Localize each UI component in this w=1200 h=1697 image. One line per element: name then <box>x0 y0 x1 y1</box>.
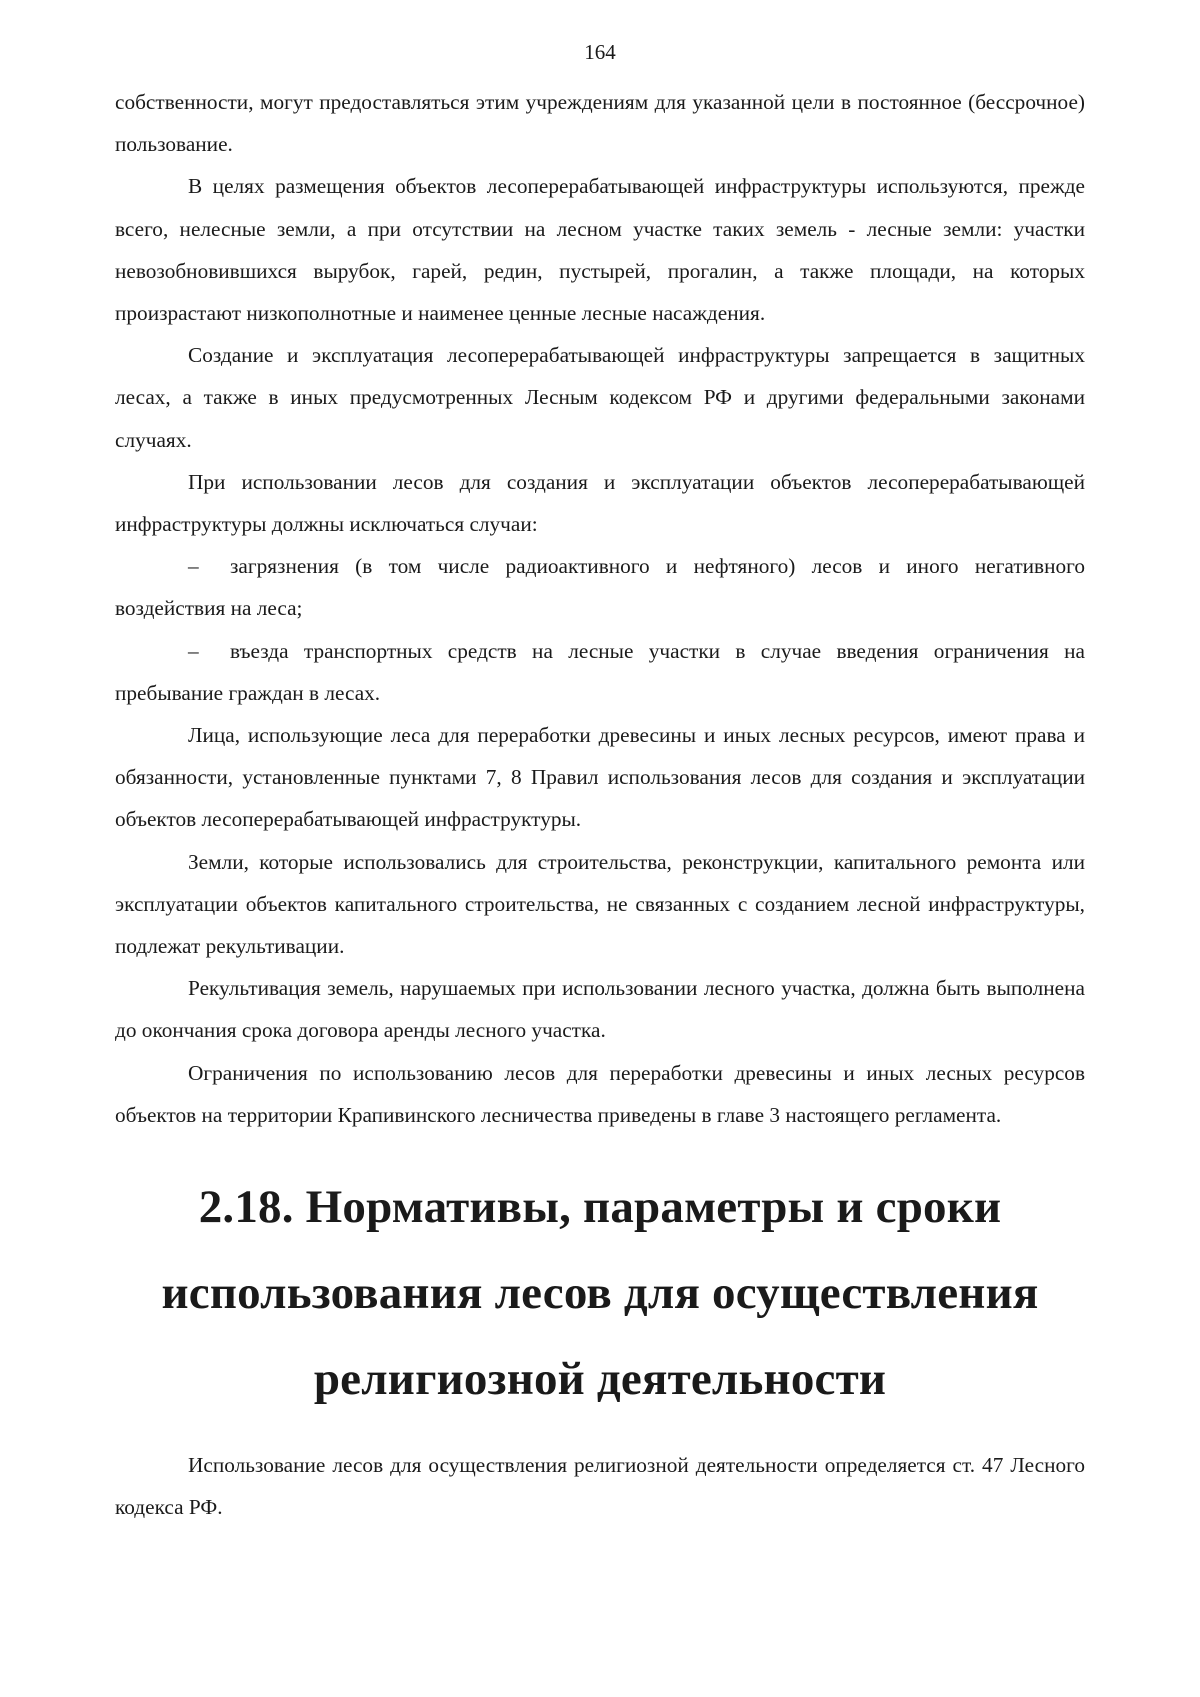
list-item-vehicles <box>115 630 1085 714</box>
paragraph-religious-use: Использование лесов для осуществления религиозной деятельности определяется ст. 47 Лесного кодекса РФ. <box>115 1453 1085 1520</box>
section-heading-line: религиозной деятельности <box>313 1353 887 1406</box>
paragraph-protective-forests: Создание и эксплуатация лесоперерабатывающей инфраструктуры запрещается в защитных лесах, а также в иных предусмотренных Лесным кодексом РФ и другими федеральными законами случаях. <box>115 343 1085 452</box>
section-heading-line: 2.18. Нормативы, параметры и сроки <box>198 1181 1002 1234</box>
paragraph-continuation: собственности, могут предоставляться этим учреждениям для указанной цели в постоянное (бессрочное) пользование. <box>115 90 1085 157</box>
paragraph-infrastructure-lands: В целях размещения объектов лесоперерабатывающей инфраструктуры используются, прежде всего, нелесные земли, а при отсутствии на лесном участке таких земель - лесные земли: участки невозобновившихся вырубок, гарей, редин, пустырей, прогалин, а также площади, на которых произрастают низкополнотные и наименее ценные лесные насаждения. <box>115 174 1085 326</box>
paragraph-restrictions: Ограничения по использованию лесов для переработки древесины и иных лесных ресурсов объектов на территории Крапивинского лесничества приведены в главе 3 настоящего регламента. <box>115 1060 1085 1127</box>
dash-bullet: – <box>188 638 199 663</box>
body-text <box>115 81 1085 1528</box>
paragraph-recultivation-lands: Земли, которые использовались для строительства, реконструкции, капитального ремонта или эксплуатации объектов капитального строительства, не связанных с созданием лесной инфраструктуры, подлежат рекультивации. <box>115 849 1085 959</box>
page-number: 164 <box>584 40 616 64</box>
paragraph-exclusions-intro: При использовании лесов для создания и эксплуатации объектов лесоперерабатывающей инфраструктуры должны исключаться случаи: <box>115 469 1085 537</box>
paragraph-recultivation-deadline: Рекультивация земель, нарушаемых при использовании лесного участка, должна быть выполнена до окончания срока договора аренды лесного участка. <box>115 976 1085 1043</box>
list-item-text: въезда транспортных средств на лесные участки в случае введения ограничения на пребывание граждан в лесах. <box>115 638 1085 705</box>
paragraph-rights-obligations: Лица, использующие леса для переработки древесины и иных лесных ресурсов, имеют права и обязанности, установленные пунктами 7, 8 Правил использования лесов для создания и эксплуатации объектов лесоперерабатывающей инфраструктуры. <box>115 723 1085 832</box>
dash-bullet: – <box>188 554 199 579</box>
list-item-text: загрязнения (в том числе радиоактивного и нефтяного) лесов и иного негативного воздействия на леса; <box>115 554 1085 621</box>
list-item-pollution <box>115 545 1085 629</box>
section-heading <box>115 1164 1085 1422</box>
section-heading-line: использования лесов для осуществления <box>161 1267 1039 1320</box>
